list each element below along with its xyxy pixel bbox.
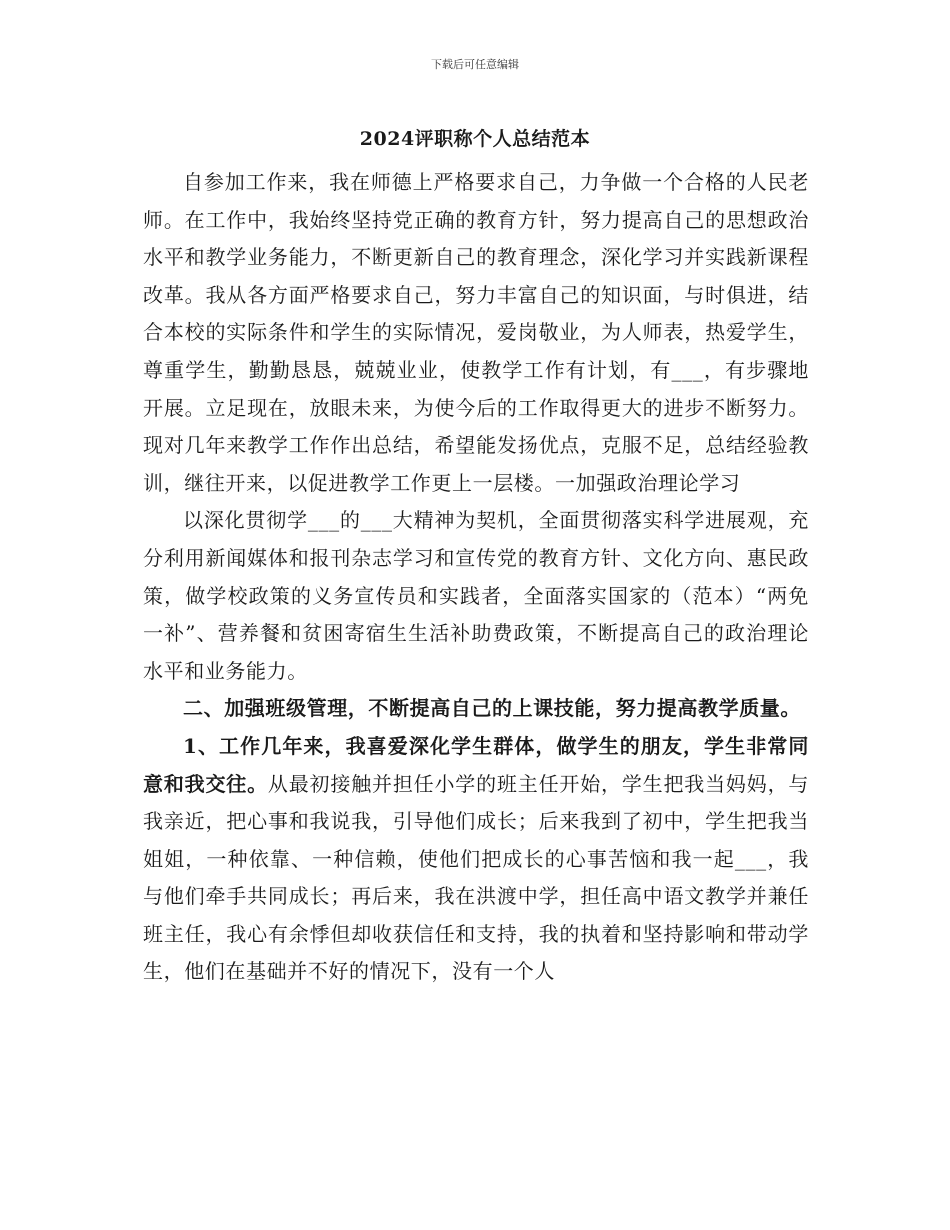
paragraph-bold-text: 1、工作几年来，我喜爱深化学生群体，做学生的朋友，学生非常同意和我交往。 [143, 733, 809, 796]
paragraph-text: 从最初接触并担任小学的班主任开始，学生把我当妈妈，与我亲近，把心事和我说我，引导他们成长；后来我到了初中，学生把我当姐姐，一种依靠、一种信赖，使他们把成长的心事苦恼和我一起___，我与他们牵手共同成长；再后来，我在洪渡中学，担任高中语文教学并兼任班主任，我心有余悸但却收获信任和支持，我的执着和坚持影响和带动学生，他们在基础并不好的情况下，没有一个人 [143, 771, 809, 984]
paragraph-text: 自参加工作来，我在师德上严格要求自己，力争做一个合格的人民老师。在工作中，我始终坚持党正确的教育方针，努力提高自己的思想政治水平和教学业务能力，不断更新自己的教育理念，深化学习并实践新课程改革。我从各方面严格要求自己，努力丰富自己的知识面，与时俱进，结合本校的实际条件和学生的实际情况，爱岗敬业，为人师表，热爱学生，尊重学生，勤勤恳恳，兢兢业业，使教学工作有计划，有___，有步骤地开展。立足现在，放眼未来，为使今后的工作取得更大的进步不断努力。现对几年来教学工作作出总结，希望能发扬优点，克服不足，总结经验教训，继往开来，以促进教学工作更上一层楼。一加强政治理论学习 [143, 170, 809, 495]
document-body [143, 164, 809, 991]
paragraph-intro [143, 164, 809, 502]
header-note: 下载后可任意编辑 [431, 58, 519, 71]
section-heading-text: 二、加强班级管理，不断提高自己的上课技能，努力提高教学质量。 [183, 696, 801, 721]
paragraph-students [143, 728, 809, 991]
paragraph-political-study [143, 502, 809, 690]
paragraph-text: 以深化贯彻学___的___大精神为契机，全面贯彻落实科学进展观，充分利用新闻媒体和报刊杂志学习和宣传党的教育方针、文化方向、惠民政策，做学校政策的义务宣传员和实践者，全面落实国家的（范本）“两免一补”、营养餐和贫困寄宿生生活补助费政策，不断提高自己的政治理论水平和业务能力。 [143, 508, 809, 683]
document-title: 2024评职称个人总结范本 [359, 128, 591, 150]
section-heading-class-management [143, 690, 809, 728]
